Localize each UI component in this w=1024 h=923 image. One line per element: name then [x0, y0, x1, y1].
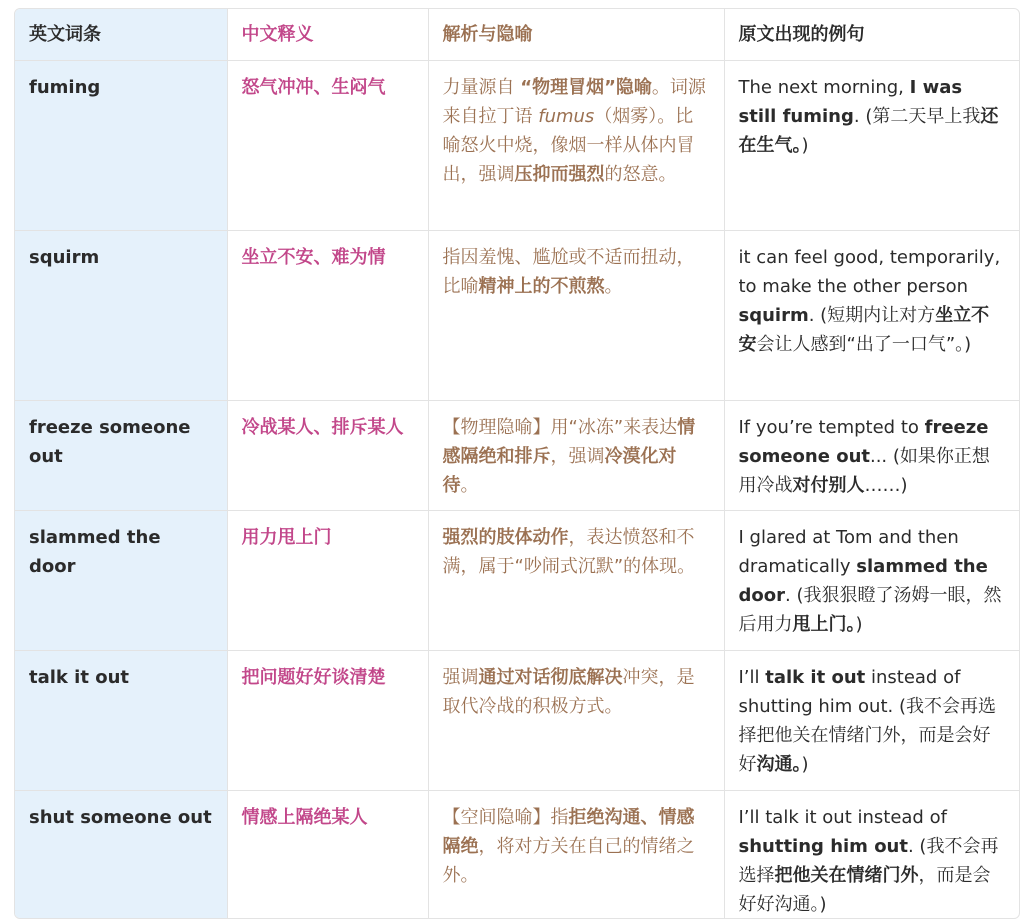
example-cell: The next morning, I was still fuming. (第二天早上我还在生气。) [724, 61, 1019, 231]
table-row [15, 61, 1019, 231]
example-cell: it can feel good, temporarily, to make the other person squirm. (短期内让对方坐立不安会让人感到“出了一口气”。) [724, 231, 1019, 401]
table-row [15, 651, 1019, 791]
meaning-cell: 把问题好好谈清楚 [227, 651, 428, 791]
example-cell: If you’re tempted to freeze someone out... (如果你正想用冷战对付别人……) [724, 401, 1019, 511]
analysis-cell: 强调通过对话彻底解决冲突，是取代冷战的积极方式。 [428, 651, 724, 791]
header-term: 英文词条 [15, 9, 227, 61]
vocabulary-table [15, 9, 1019, 919]
term-cell: fuming [15, 61, 227, 231]
term-cell: slammed the door [15, 511, 227, 651]
table-row [15, 511, 1019, 651]
header-analysis: 解析与隐喻 [428, 9, 724, 61]
meaning-cell: 情感上隔绝某人 [227, 791, 428, 920]
meaning-cell: 怒气冲冲、生闷气 [227, 61, 428, 231]
header-row [15, 9, 1019, 61]
meaning-cell: 冷战某人、排斥某人 [227, 401, 428, 511]
analysis-cell: 指因羞愧、尴尬或不适而扭动，比喻精神上的不煎熬。 [428, 231, 724, 401]
analysis-cell: 力量源自 “物理冒烟”隐喻。词源来自拉丁语 fumus（烟雾）。比喻怒火中烧，像烟一样从体内冒出，强调压抑而强烈的怒意。 [428, 61, 724, 231]
term-cell: talk it out [15, 651, 227, 791]
analysis-cell: 【空间隐喻】指拒绝沟通、情感隔绝，将对方关在自己的情绪之外。 [428, 791, 724, 920]
table-row [15, 401, 1019, 511]
example-cell: I glared at Tom and then dramatically slammed the door. (我狠狠瞪了汤姆一眼，然后用力甩上门。) [724, 511, 1019, 651]
term-cell: shut someone out [15, 791, 227, 920]
table-row [15, 791, 1019, 920]
table-row [15, 231, 1019, 401]
analysis-cell: 强烈的肢体动作，表达愤怒和不满，属于“吵闹式沉默”的体现。 [428, 511, 724, 651]
analysis-cell: 【物理隐喻】用“冰冻”来表达情感隔绝和排斥，强调冷漠化对待。 [428, 401, 724, 511]
meaning-cell: 坐立不安、难为情 [227, 231, 428, 401]
term-cell: squirm [15, 231, 227, 401]
header-meaning: 中文释义 [227, 9, 428, 61]
vocabulary-table-container [14, 8, 1020, 919]
header-example: 原文出现的例句 [724, 9, 1019, 61]
example-cell: I’ll talk it out instead of shutting him out. (我不会再选择把他关在情绪门外，而是会好好沟通。) [724, 651, 1019, 791]
meaning-cell: 用力甩上门 [227, 511, 428, 651]
example-cell: I’ll talk it out instead of shutting him out. (我不会再选择把他关在情绪门外，而是会好好沟通。) [738, 807, 999, 915]
term-cell: freeze someone out [15, 401, 227, 511]
